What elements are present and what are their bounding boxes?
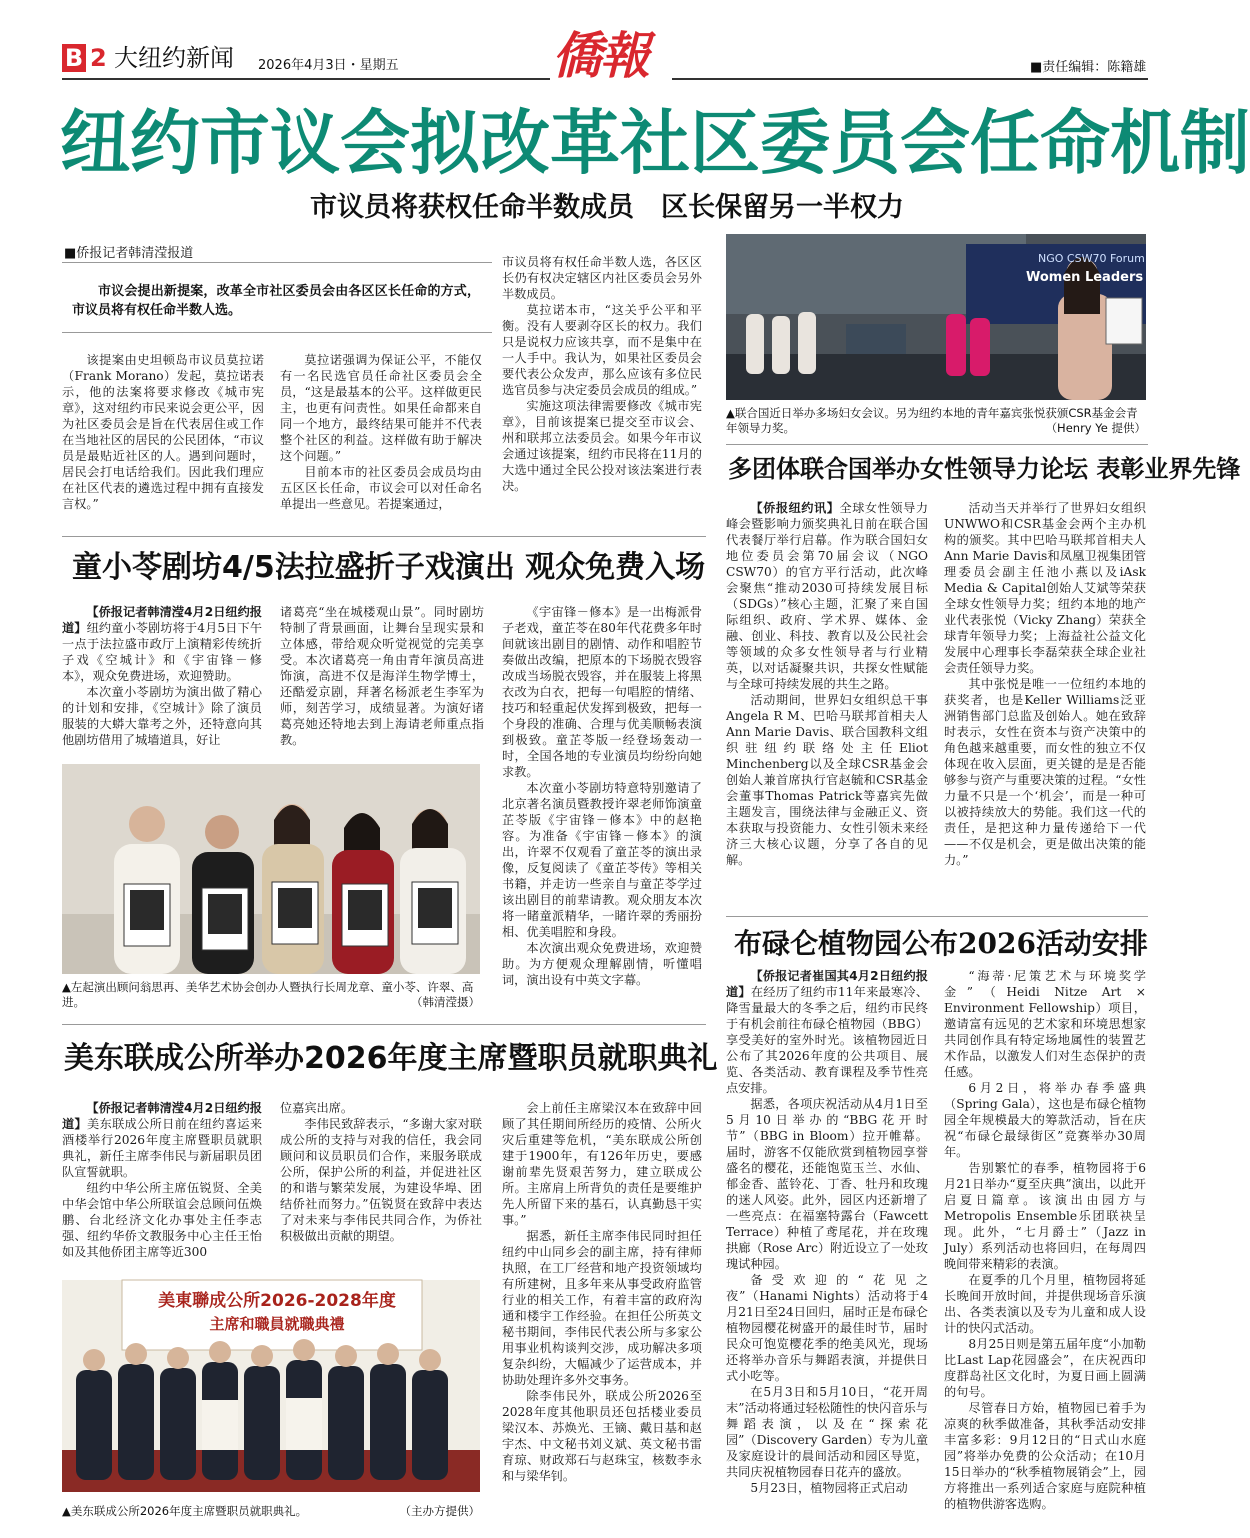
main-byline: ■侨报记者韩清滢报道 xyxy=(64,246,194,261)
garden-headline: 布碌仑植物园公布2026活动安排 xyxy=(734,927,1148,960)
assoc-col-1: 【侨报记者韩清滢4月2日纽约报道】美东联成公所日前在纽约喜运来酒楼举行2026年度主席暨职员就职典礼，新任主席李伟民与新届职员团队宣誓就职。 纽约中华公所主席伍锐贤、全美中华会馆中华公所联谊会总顾问伍焕鹏、台北经济文化办事处主任李志强、纽约华侨文教服务中心主任王怡如及其他侨团主席等近300 xyxy=(62,1101,263,1259)
opera-col-1: 【侨报记者韩清滢4月2日纽约报道】纽约童小苓剧坊将于4月5日下午一点于法拉盛市政厅上演精彩传统折子戏《空城计》和《宇宙锋－修本》，观众免费进场，欢迎赞助。 本次童小苓剧坊为演出做了精心的计划和安排，《空城计》除了演员服装的大蟒大靠考之外，还特意向其他剧坊借用了城墙道具，好让 xyxy=(62,605,263,747)
opera-top-rule xyxy=(62,536,706,537)
assoc-photo-caption: ▲美东联成公所2026年度主席暨职员就职典礼。 （主办方提供） xyxy=(62,1504,480,1518)
header-rule-left xyxy=(62,78,550,80)
header-rule-right xyxy=(672,78,1148,80)
un-col-2: 活动当天并举行了世界妇女组织UNWWO和CSR基金会两个主办机构的颁奖。其中巴哈马联邦首相夫人Ann Marie Davis和凤凰卫视集团管理委员会副主任池小燕以及iAsk Media & Capital创始人艾斌等荣获全球女性领导力奖；纽约本地的地产业代表张悦（Vicky Zhang）荣获全球青年领导力奖；上海益社公益文化发展中心理事长李磊荣获全球企业社会责任领导力奖。 其中张悦是唯一一位纽约本地的获奖者，也是Keller Williams泛亚洲销售部门总监及创始人。她在致辞时表示，女性在资本与资产决策中的角色越来越重要，而女性的独立不仅体现在收入层面，更关键的是是否能够参与资产与重要决策的过程。“女性力量不只是一个‘机会’，而是一种可以被持续放大的势能。我们这一代的责任，是把这种力量传递给下一代——不仅是机会，更是做出决策的能力。” xyxy=(944,501,1146,867)
main-col-3: 市议员将有权任命半数人选，各区区长仍有权决定辖区内社区委员会另外半数成员。 莫拉诺本市，“这关乎公平和平衡。没有人要剥夺区长的权力。我们只是说权力应该共享，而不是集中在一人手中。我认为，如果社区委员会要代表公众发声，那么应该有多位民选官员参与决定委员会成员的组成。” 实施这项法律需要修改《城市宪章》，目前该提案已提交至市议会、州和联邦立法委员会。如果今年市议会通过该提案，纽约市民将在11月的大选中通过全民公投对该法案进行表决。 xyxy=(502,255,702,493)
assoc-photo-banner-2: 主席和職員就職典禮 xyxy=(209,1315,345,1333)
un-photo-sign-2: Women Leaders Summit xyxy=(1026,270,1205,285)
editor-credit: ■责任编辑：陈籍雄 xyxy=(1030,60,1147,75)
opera-photo-people-icon xyxy=(62,764,480,974)
garden-col-1: 【侨报记者崔国其4月2日纽约报道】在经历了纽约市11年来最寒冷、降雪量最大的冬季之后，纽约市民终于有机会前往布碌仑植物园（BBG）享受美好的室外时光。该植物园近日公布了其2026年度的公共项目、展览、各类活动、教育课程及季节性亮点安排。 据悉，各项庆祝活动从4月1日至5月10日举办的“BBG花开时节”（BBG in Bloom）拉开帷幕。届时，游客不仅能欣赏到植物园享誉盛名的樱花，还能饱览玉兰、水仙、郁金香、蓝铃花、丁香、牡丹和玫瑰的迷人风姿。此外，园区内还新增了一些亮点：在福塞特露台（Fawcett Terrace）种植了鸢尾花，并在玫瑰拱廊（Rose Arc）附近设立了一处玫瑰试种园。 备受欢迎的“花见之夜”（Hanami Nights）活动将于4月21日至24日回归，届时正是布碌仑植物园樱花树盛开的最佳时节，届时民众可饱览樱花季的绝美风光，现场还将举办音乐与舞蹈表演，并提供日式小吃等。 在5月3日和5月10日，“花开周末”活动将通过轻松随性的快闪音乐与舞蹈表演，以及在“探索花园”（Discovery Garden）专为儿童及家庭设计的晨间活动和园区导览，共同庆祝植物园春日花卉的盛放。 5月23日，植物园将正式启动 xyxy=(726,969,929,1495)
summary-rule xyxy=(62,332,492,333)
assoc-top-rule xyxy=(62,1024,706,1025)
assoc-col-2: 位嘉宾出席。 李伟民致辞表示，“多谢大家对联成公所的支持与对我的信任，我会同顾问和议员职员们合作，来服务联成公所，保护公所的利益，并促进社区的和谐与繁荣发展，为建设华埠、团结侨社而努力。”伍锐贤在致辞中表达了对未来与李伟民共同合作，为侨社积极做出贡献的期望。 xyxy=(280,1101,482,1243)
main-col-1: 该提案由史坦顿岛市议员莫拉诺（Frank Morano）发起，莫拉诺表示，他的法案将要求修改《城市宪章》，这对纽约市民来说会更公平，因为社区委员会是旨在代表居住或工作在当地社区的居民的公民团体，“市议员是最贴近社区的人。遇到问题时，居民会打电话给我们。因此我们理应在社区代表的遴选过程中拥有直接发言权。” xyxy=(62,353,264,511)
un-col-1: 【侨报纽约讯】全球女性领导力峰会暨影响力颁奖典礼日前在联合国代表餐厅举行启幕。作为联合国妇女地位委员会第70届会议（NGO CSW70）的官方平行活动，此次峰会聚焦“推动2030可持续发展目标（SDGs）”核心主题，汇聚了来自国际组织、政府、学术界、媒体、金融、创业、科技、教育以及公民社会等领域的众多女性领导者与行业精英，以对话凝聚共识，共探女性赋能与全球可持续发展的共生之路。 活动期间，世界妇女组织总干事Angela R M、巴哈马联邦首相夫人Ann Marie Davis、联合国教科文组织驻纽约联络处主任Eliot Minchenberg以及全球CSR基金会创始人兼首席执行官赵毓和CSR基金会董事Thomas Patrick等嘉宾先做主题发言，围绕法律与金融正义、资本获取与投资能力、女性引领未来经济三大核心议题，分享了各自的见解。 xyxy=(726,501,929,867)
masthead-logo: 僑報 xyxy=(552,26,648,85)
garden-col-2: “海蒂·尼策艺术与环境奖学金”（Heidi Nitze Art × Environment Fellowship）项目，邀请富有远见的艺术家和环境思想家共同创作具有特定场地属性的装置艺术作品，以激发人们对生态保护的责任感。 6月2日，将举办春季盛典（Spring Gala），这也是布碌仑植物园全年规模最大的筹款活动，旨在庆祝“布碌仑最绿街区”竞赛举办30周年。 告别繁忙的春季，植物园将于6月21日举办“夏至庆典”演出，以此开启夏日篇章。该演出由园方与Metropolis Ensemble乐团联袂呈现。此外，“七月爵士”（Jazz in July）系列活动也将回归，在每周四晚间带来精彩的表演。 在夏季的几个月里，植物园将延长晚间开放时间，并提供现场音乐演出、各类表演以及专为儿童和成人设计的快闪式活动。 8月25日则是第五届年度“小加勒比Last Lap花园盛会”，在庆祝西印度群岛社区文化时，为夏日画上圆满的句号。 尽管春日方始，植物园已着手为凉爽的秋季做准备，其秋季活动安排丰富多彩：9月12日的“日式山水庭园”将举办免费的公众活动；在10月15日举办的“秋季植物展销会”上，园方将推出一系列适合家庭与庭院种植的植物供游客选购。 xyxy=(944,969,1146,1511)
assoc-headline: 美东联成公所举办2026年度主席暨职员就职典礼 xyxy=(64,1041,718,1076)
opera-col-3: 《宇宙锋－修本》是一出梅派骨子老戏，童芷苓在80年代花费多年时间就该出剧目的剧情、动作和唱腔节奏做出改编，把原本的下场脱衣毁容改成当场脱衣毁容，并在服装上将黑衣改为白衣，把每一句唱腔的情绪、技巧和轻重起伏发挥到极致，把每一个身段的准确、合理与优美顺畅表演到极致。童芷苓版一经登场轰动一时，全国各地的专业演员均纷纷向她求教。 本次童小苓剧坊特意特别邀请了北京著名演员暨教授许翠老师饰演童芷苓版《宇宙锋－修本》中的赵艳容。为准备《宇宙锋－修本》的演出，许翠不仅观看了童芷苓的演出录像，反复阅读了《童芷苓传》等相关书籍，并走访一些亲自与童芷苓学过该出剧目的前辈请教。观众朋友本次将一睹童派精华，一睹许翠的秀丽扮相、优美唱腔和身段。 本次演出观众免费进场，欢迎赞助。为方便观众理解剧情，听懂唱词，演出设有中英文字幕。 xyxy=(502,605,702,987)
un-headline-rule xyxy=(726,444,1148,445)
un-photo-sign: NGO CSW70 Forum xyxy=(1038,252,1145,265)
assoc-group-photo xyxy=(62,1280,480,1492)
section-name: 大纽约新闻 xyxy=(114,44,234,72)
main-col-2: 莫拉诺强调为保证公平，不能仅有一名民选官员任命社区委员会全员，“这是最基本的公平。这样做更民主，也更有问责性。如果任命都来自同一个地方，最终结果可能并不代表整个社区的利益。这样做有助于解决这个问题。” 目前本市的社区委员会成员均由五区区长任命，市议会可以对任命名单提出一些意见。若提案通过， xyxy=(280,353,482,511)
main-summary: 市议会提出新提案，改革全市社区委员会由各区区长任命的方式，市议员将有权任命半数人选。 xyxy=(72,284,480,318)
assoc-col-3: 会上前任主席梁汉本在致辞中回顾了其任期间所经历的疫情、公所火灾后重建等危机，“美东联成公所创建于1900年，有126年历史，要感谢前辈先贤艰苦努力，建立联成公所。主席肩上所背负的责任是要维护先人所留下来的基石，认真勤恳干实事。” 据悉，新任主席李伟民同时担任纽约中山同乡会的副主席，持有律师执照，在工厂经营和地产投资领域均有所建树，且多年来从事受政府监管行业的相关工作，有着丰富的政府沟通和楼宇工作经验。在担任公所英文秘书期间，李伟民代表公所与多家公用事业机构谈判交涉，成功解决多项复杂纠纷，大幅减少了运营成本，并协助处理许多外交事务。 除李伟民外，联成公所2026至2028年度其他职员还包括楼业委员梁汉本、苏焕光、王镝、戴日基和赵宇杰、中文秘书刘义斌、英文秘书雷育琼、财政郑石与赵珠宝，核数李永和与梁华钊。 xyxy=(502,1101,702,1483)
opera-photo-caption: ▲左起演出顾问翁思再、美华艺术协会创办人暨执行长周龙章、童小苓、许翠、高进。 （韩清滢摄） xyxy=(62,980,480,1009)
main-subheadline: 市议员将获权任命半数成员 区长保留另一半权力 xyxy=(310,192,904,223)
byline-rule xyxy=(62,262,492,263)
opera-group-photo xyxy=(62,764,480,974)
issue-date: 2026年4月3日・星期五 xyxy=(258,58,399,73)
un-forum-photo xyxy=(726,234,1205,400)
section-number: 2 xyxy=(90,44,107,72)
opera-headline: 童小苓剧坊4/5法拉盛折子戏演出 观众免费入场 xyxy=(72,550,706,585)
section-badge: B xyxy=(62,44,86,72)
un-headline: 多团体联合国举办女性领导力论坛 表彰业界先锋 xyxy=(728,454,1241,483)
opera-col-2: 诸葛亮“坐在城楼观山景”。同时剧坊特制了背景画面，让舞台呈现实景和立体感，带给观众听觉视觉的完美享受。本次诸葛亮一角由青年演员高进饰演，高进不仅是海洋生物学博士，还酷爱京剧，拜著名杨派老生李军为师，刻苦学习，成绩显著。为演好诸葛亮她还特地去到上海请老师重点指教。 xyxy=(280,605,484,747)
un-photo-caption: ▲联合国近日举办多场妇女会议。另为纽约本地的青年嘉宾张悦获颁CSR基金会青年领导力奖。 （Henry Ye 提供） xyxy=(726,406,1146,435)
main-headline: 纽约市议会拟改革社区委员会任命机制 xyxy=(60,102,1250,184)
garden-top-rule xyxy=(726,916,1148,917)
assoc-photo-banner: 美東聯成公所2026-2028年度 xyxy=(158,1291,396,1311)
